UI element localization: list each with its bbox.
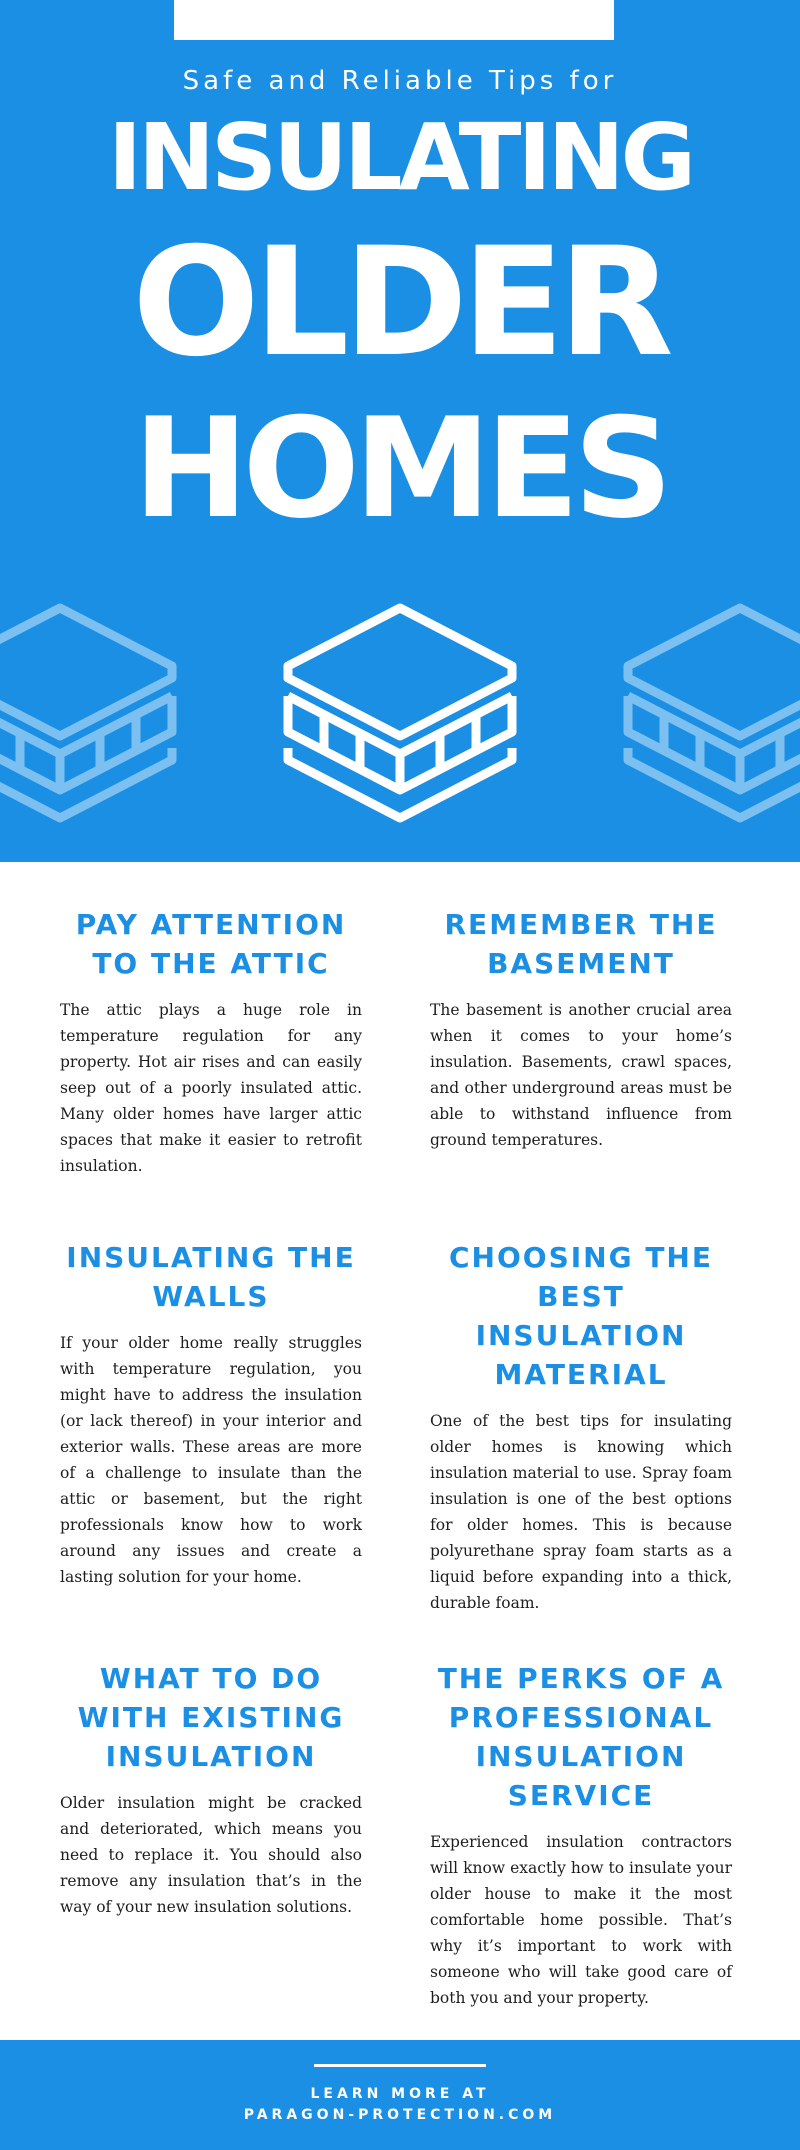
footer [0,2040,800,2150]
footer-divider [314,2064,486,2067]
section-body: Experienced insulation contractors will know exactly how to insulate your older house to make it the most comfortable home possible. That’s why it’s important to work with someone who will take good care of both you and your property. [430,1833,732,2007]
section-attic [60,905,362,1179]
section-material [430,1238,732,1616]
insulation-panel-icon-right [628,608,800,818]
top-white-tab [174,0,614,40]
section-title: PAY ATTENTION TO THE ATTIC [75,908,347,980]
insulation-icons-row [0,590,800,830]
section-title: WHAT TO DO WITH EXISTING INSULATION [77,1662,345,1773]
insulation-panel-icon-center [288,608,512,818]
section-body: Older insulation might be cracked and deteriorated, which means you need to replace it. You should also remove any insulation that’s in the way of your new insulation solutions. [60,1794,362,1916]
insulation-panel-icon-left [0,608,172,818]
section-body: If your older home really struggles with temperature regulation, you might have to address the insulation (or lack thereof) in your interior and exterior walls. These areas are more of a challenge to insulate than the attic or basement, but the right professionals know how to work around any issues and create a lasting solution for your home. [60,1334,362,1586]
section-basement [430,905,732,1153]
title-line-2: OLDER [132,216,668,390]
section-title: INSULATING THE WALLS [66,1241,356,1313]
section-title: THE PERKS OF A PROFESSIONAL INSULATION SERVICE [437,1662,725,1812]
section-title: CHOOSING THE BEST INSULATION MATERIAL [449,1241,713,1391]
footer-website-link[interactable]: PARAGON-PROTECTION.COM [243,2107,557,2123]
title-line-3: HOMES [133,388,667,549]
subtitle: Safe and Reliable Tips for [182,66,618,96]
section-body: One of the best tips for insulating older homes is knowing which insulation material to use. Spray foam insulation is one of the best options for older homes. This is because polyurethane spray foam starts as a liquid before expanding into a thick, durable foam. [430,1412,732,1612]
section-body: The attic plays a huge role in temperature regulation for any property. Hot air rises and can easily seep out of a poorly insulated attic. Many older homes have larger attic spaces that make it easier to retrofit insulation. [60,1001,362,1175]
hero-banner [0,0,800,862]
section-walls [60,1238,362,1590]
section-body: The basement is another crucial area when it comes to your home’s insulation. Basements, crawl spaces, and other underground areas must be able to withstand influence from ground temperatures. [430,1001,732,1149]
title-line-1: INSULATING [107,104,693,211]
section-professional-service [430,1659,732,2011]
section-title: REMEMBER THE BASEMENT [444,908,718,980]
footer-cta: LEARN MORE AT [310,2086,490,2102]
section-existing-insulation [60,1659,362,1920]
